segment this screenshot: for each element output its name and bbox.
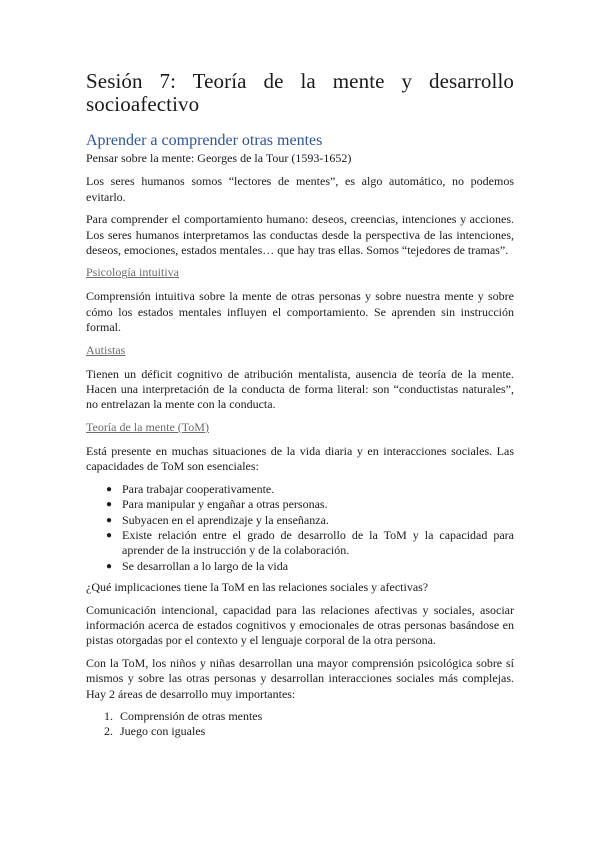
list-item: ● Existe relación entre el grado de desarrollo de la ToM y la capacidad para aprender de la instrucción y de la colaboración. [106, 527, 514, 558]
tom-paragraph: Está presente en muchas situaciones de la vida diaria y en interacciones sociales. Las capacidades de ToM son esenciales: [86, 443, 514, 474]
section-subtitle: Aprender a comprender otras mentes [86, 132, 323, 149]
bullet-icon: ● [106, 529, 113, 541]
intro-paragraph: Los seres humanos somos “lectores de mentes”, es algo automático, no podemos evitarlo. [86, 174, 514, 204]
heading-teoria-de-la-mente: Teoría de la mente (ToM) [86, 419, 209, 434]
list-item: 1. Comprensión de otras mentes [104, 708, 263, 723]
bullet-icon: ● [106, 499, 113, 511]
heading-psicologia-intuitiva: Psicología intuitiva [86, 265, 179, 280]
list-item: 2. Juego con iguales [104, 724, 206, 739]
heading-autistas: Autistas [86, 342, 126, 357]
list-item: ● Para trabajar cooperativamente. [106, 481, 275, 496]
autistas-paragraph: Tienen un déficit cognitivo de atribución mentalista, ausencia de teoría de la mente. Hacen una interpretación de la conducta de forma literal: son “conductistas naturales”, no entrelazan la mente con la conducta. [86, 366, 514, 412]
bullet-icon: ● [106, 560, 113, 572]
list-item: ● Para manipular y engañar a otras personas. [106, 497, 328, 512]
bullet-icon: ● [106, 514, 113, 526]
intro-paragraph: Para comprender el comportamiento humano: deseos, creencias, intenciones y acciones. Los seres humanos interpretamos las conductas desde la perspectiva de las intenciones, deseos, emociones, estados mentales… que hay tras ellas. Somos “tejedores de tramas”. [86, 212, 514, 258]
bullet-icon: ● [106, 483, 113, 495]
tom-bullet-list [86, 482, 514, 574]
page-title: Sesión 7: Teoría de la mente y desarrollo socioafectivo [86, 69, 514, 116]
answer-paragraph: Con la ToM, los niños y niñas desarrollan una mayor comprensión psicológica sobre sí mismos y sobre las otras personas y desarrollan interacciones sociales más complejas. Hay 2 áreas de desarrollo muy importantes: [86, 655, 514, 701]
answer-paragraph: Comunicación intencional, capacidad para las relaciones afectivas y sociales, asociar información acerca de estados cognitivos y emocionales de otras personas basándose en pistas otorgadas por el contexto y el lenguaje corporal de la otra persona. [86, 602, 514, 648]
subheading: Pensar sobre la mente: Georges de la Tour (1593-1652) [86, 151, 352, 165]
development-areas-list [86, 709, 514, 740]
psicologia-paragraph: Comprensión intuitiva sobre la mente de otras personas y sobre nuestra mente y sobre cómo los estados mentales influyen el comportamiento. Se aprenden sin instrucción formal. [86, 289, 514, 335]
list-item: ● Subyacen en el aprendizaje y la enseñanza. [106, 512, 329, 527]
question-paragraph: ¿Qué implicaciones tiene la ToM en las relaciones sociales y afectivas? [86, 580, 429, 595]
list-item: ● Se desarrollan a lo largo de la vida [106, 558, 289, 573]
